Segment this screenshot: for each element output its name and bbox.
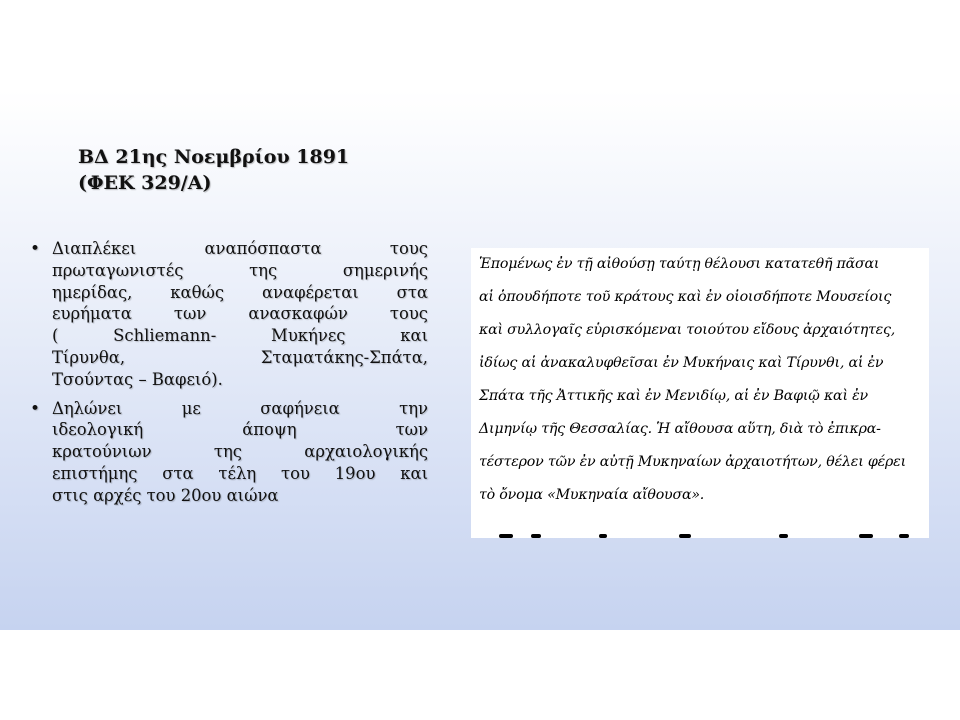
document-excerpt-image <box>471 248 929 538</box>
bullet-line: ημερίδας, καθώς αναφέρεται στα <box>52 282 428 302</box>
excerpt-line: αἱ ὁπουδήποτε τοῦ κράτους καὶ ἐν οἱοισδήποτε Μουσείοις <box>479 289 892 305</box>
bullet-item <box>30 398 428 507</box>
excerpt-line: καὶ συλλογαῖς εὑρισκόμεναι τοιούτου εἴδους ἀρχαιότητες, <box>479 322 896 338</box>
excerpt-line: Σπάτα τῆς Ἀττικῆς καὶ ἐν Μενιδίῳ, αἱ ἐν Βαφιῷ καὶ ἐν <box>479 388 868 404</box>
excerpt-cut-off-line <box>479 530 919 538</box>
bullet-line: ευρήματα των ανασκαφών τους <box>52 304 428 324</box>
slide-title-line-1: ΒΔ 21ης Νοεμβρίου 1891 <box>78 146 350 168</box>
bullet-line: Δηλώνει με σαφήνεια την <box>52 398 428 418</box>
bullet-line: Τσούντας – Βαφειό). <box>52 369 223 389</box>
excerpt-line: τὸ ὄνομα «Μυκηναία αἴθουσα». <box>479 487 705 503</box>
excerpt-line: ἰδίως αἱ ἀνακαλυφθεῖσαι ἐν Μυκήναις καὶ Τίρυνθι, αἱ ἐν <box>479 355 884 371</box>
excerpt-line: τέστερον τῶν ἐν αὐτῇ Μυκηναίων ἀρχαιοτήτων, θέλει φέρει <box>479 454 906 470</box>
bullet-line: κρατούνιων της αρχαιολογικής <box>52 442 428 462</box>
bullet-line: πρωταγωνιστές της σημερινής <box>52 260 428 280</box>
slide-title-line-2: (ΦΕΚ 329/Α) <box>78 172 212 194</box>
bullet-line: ( Schliemann- Μυκήνες και <box>52 326 428 346</box>
excerpt-line: Ἑπομένως ἐν τῇ αἰθούσῃ ταύτῃ θέλουσι κατατεθῆ πᾶσαι <box>479 256 880 272</box>
bullet-dot-icon <box>30 398 44 421</box>
bullet-dot-icon <box>30 238 44 261</box>
excerpt-line: Διμηνίῳ τῆς Θεσσαλίας. Ἡ αἴθουσα αὕτη, διὰ τὸ ἐπικρα- <box>479 421 881 437</box>
slide-title <box>78 144 498 196</box>
bullet-list <box>30 238 428 514</box>
bullet-line: Τίρυνθα, Σταματάκης-Σπάτα, <box>52 347 428 367</box>
slide <box>0 90 960 630</box>
bullet-line: Διαπλέκει αναπόσπαστα τους <box>52 239 428 258</box>
bullet-line: επιστήμης στα τέλη του 19ου και <box>52 463 428 483</box>
bullet-line: ιδεολογική άποψη των <box>52 420 428 440</box>
bullet-item <box>30 238 428 391</box>
bullet-line: στις αρχές του 20ου αιώνα <box>52 485 279 505</box>
